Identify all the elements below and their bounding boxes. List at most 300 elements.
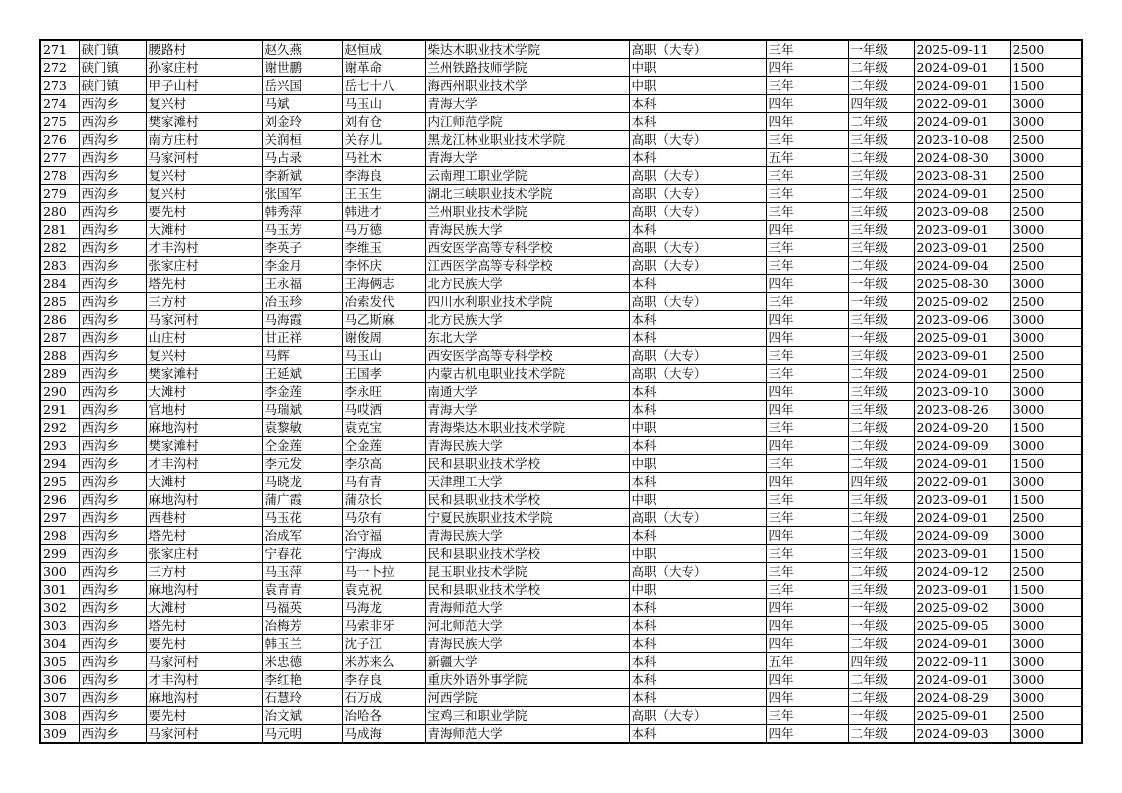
amount-cell: 3000 — [1010, 689, 1082, 707]
education-level-cell: 中职 — [629, 545, 766, 563]
school-cell: 四川水利职业技术学院 — [425, 293, 629, 311]
grade-cell: 四年级 — [848, 95, 914, 113]
school-cell: 北方民族大学 — [425, 311, 629, 329]
township-cell: 西沟乡 — [79, 257, 146, 275]
serial-cell: 304 — [40, 635, 79, 653]
township-cell: 西沟乡 — [79, 617, 146, 635]
table-row — [40, 653, 1082, 671]
serial-cell: 287 — [40, 329, 79, 347]
grade-cell: 一年级 — [848, 40, 914, 59]
student-name-cell: 李新斌 — [262, 167, 342, 185]
table-row — [40, 563, 1082, 581]
enrollment-date-cell: 2024-09-01 — [914, 455, 1010, 473]
amount-cell: 2500 — [1010, 131, 1082, 149]
school-cell: 河北师范大学 — [425, 617, 629, 635]
education-level-cell: 本科 — [629, 113, 766, 131]
table-row — [40, 509, 1082, 527]
village-cell: 才丰沟村 — [146, 239, 262, 257]
serial-cell: 303 — [40, 617, 79, 635]
program-length-cell: 四年 — [766, 383, 848, 401]
grade-cell: 二年级 — [848, 149, 914, 167]
village-cell: 三方村 — [146, 563, 262, 581]
education-level-cell: 本科 — [629, 617, 766, 635]
township-cell: 西沟乡 — [79, 653, 146, 671]
education-level-cell: 高职（大专） — [629, 257, 766, 275]
grade-cell: 二年级 — [848, 725, 914, 744]
guardian-name-cell: 赵恒成 — [342, 40, 425, 59]
township-cell: 西沟乡 — [79, 599, 146, 617]
amount-cell: 2500 — [1010, 203, 1082, 221]
education-level-cell: 本科 — [629, 437, 766, 455]
serial-cell: 288 — [40, 347, 79, 365]
village-cell: 官地村 — [146, 401, 262, 419]
village-cell: 塔先村 — [146, 617, 262, 635]
serial-cell: 272 — [40, 59, 79, 77]
program-length-cell: 三年 — [766, 365, 848, 383]
program-length-cell: 三年 — [766, 419, 848, 437]
table-row — [40, 671, 1082, 689]
guardian-name-cell: 马成海 — [342, 725, 425, 744]
guardian-name-cell: 李尕高 — [342, 455, 425, 473]
table-row — [40, 347, 1082, 365]
amount-cell: 2500 — [1010, 257, 1082, 275]
school-cell: 云南理工职业学院 — [425, 167, 629, 185]
table-row — [40, 239, 1082, 257]
village-cell: 要先村 — [146, 707, 262, 725]
guardian-name-cell: 马万德 — [342, 221, 425, 239]
serial-cell: 307 — [40, 689, 79, 707]
enrollment-date-cell: 2024-09-09 — [914, 437, 1010, 455]
amount-cell: 3000 — [1010, 617, 1082, 635]
student-name-cell: 仝金莲 — [262, 437, 342, 455]
village-cell: 复兴村 — [146, 347, 262, 365]
township-cell: 硖门镇 — [79, 59, 146, 77]
program-length-cell: 四年 — [766, 95, 848, 113]
enrollment-date-cell: 2023-09-01 — [914, 545, 1010, 563]
school-cell: 民和县职业技术学校 — [425, 545, 629, 563]
township-cell: 西沟乡 — [79, 185, 146, 203]
serial-cell: 306 — [40, 671, 79, 689]
program-length-cell: 四年 — [766, 473, 848, 491]
table-row — [40, 275, 1082, 293]
grade-cell: 三年级 — [848, 383, 914, 401]
village-cell: 要先村 — [146, 635, 262, 653]
township-cell: 西沟乡 — [79, 113, 146, 131]
school-cell: 柴达木职业技术学院 — [425, 40, 629, 59]
student-name-cell: 王延斌 — [262, 365, 342, 383]
guardian-name-cell: 李维玉 — [342, 239, 425, 257]
program-length-cell: 三年 — [766, 185, 848, 203]
school-cell: 宁夏民族职业技术学院 — [425, 509, 629, 527]
program-length-cell: 三年 — [766, 545, 848, 563]
township-cell: 西沟乡 — [79, 329, 146, 347]
grade-cell: 三年级 — [848, 311, 914, 329]
village-cell: 樊家滩村 — [146, 437, 262, 455]
table-row — [40, 455, 1082, 473]
education-level-cell: 本科 — [629, 275, 766, 293]
township-cell: 西沟乡 — [79, 347, 146, 365]
guardian-name-cell: 刘有仓 — [342, 113, 425, 131]
enrollment-date-cell: 2024-09-01 — [914, 185, 1010, 203]
table-row — [40, 545, 1082, 563]
grade-cell: 二年级 — [848, 509, 914, 527]
amount-cell: 2500 — [1010, 509, 1082, 527]
guardian-name-cell: 马索非牙 — [342, 617, 425, 635]
student-name-cell: 刘金玲 — [262, 113, 342, 131]
student-name-cell: 谢世鹏 — [262, 59, 342, 77]
amount-cell: 2500 — [1010, 563, 1082, 581]
program-length-cell: 三年 — [766, 491, 848, 509]
serial-cell: 279 — [40, 185, 79, 203]
enrollment-date-cell: 2024-09-20 — [914, 419, 1010, 437]
student-name-cell: 李元发 — [262, 455, 342, 473]
serial-cell: 277 — [40, 149, 79, 167]
data-table — [39, 39, 1083, 744]
amount-cell: 3000 — [1010, 95, 1082, 113]
education-level-cell: 高职（大专） — [629, 239, 766, 257]
student-name-cell: 冶文斌 — [262, 707, 342, 725]
school-cell: 西安医学高等专科学校 — [425, 347, 629, 365]
program-length-cell: 三年 — [766, 239, 848, 257]
guardian-name-cell: 仝金莲 — [342, 437, 425, 455]
program-length-cell: 三年 — [766, 40, 848, 59]
enrollment-date-cell: 2025-09-02 — [914, 599, 1010, 617]
guardian-name-cell: 冶哈各 — [342, 707, 425, 725]
serial-cell: 298 — [40, 527, 79, 545]
education-level-cell: 本科 — [629, 599, 766, 617]
table-row — [40, 491, 1082, 509]
township-cell: 西沟乡 — [79, 689, 146, 707]
village-cell: 马家河村 — [146, 149, 262, 167]
program-length-cell: 三年 — [766, 563, 848, 581]
amount-cell: 3000 — [1010, 653, 1082, 671]
township-cell: 西沟乡 — [79, 725, 146, 744]
township-cell: 西沟乡 — [79, 131, 146, 149]
village-cell: 山庄村 — [146, 329, 262, 347]
township-cell: 硖门镇 — [79, 77, 146, 95]
student-name-cell: 袁黎敏 — [262, 419, 342, 437]
village-cell: 塔先村 — [146, 275, 262, 293]
table-row — [40, 473, 1082, 491]
program-length-cell: 四年 — [766, 437, 848, 455]
enrollment-date-cell: 2023-09-01 — [914, 347, 1010, 365]
school-cell: 内蒙古机电职业技术学院 — [425, 365, 629, 383]
program-length-cell: 三年 — [766, 707, 848, 725]
township-cell: 西沟乡 — [79, 167, 146, 185]
program-length-cell: 三年 — [766, 167, 848, 185]
township-cell: 西沟乡 — [79, 455, 146, 473]
enrollment-date-cell: 2023-09-01 — [914, 221, 1010, 239]
grade-cell: 三年级 — [848, 545, 914, 563]
township-cell: 硖门镇 — [79, 40, 146, 59]
student-name-cell: 张国军 — [262, 185, 342, 203]
education-level-cell: 高职（大专） — [629, 185, 766, 203]
enrollment-date-cell: 2023-08-26 — [914, 401, 1010, 419]
grade-cell: 二年级 — [848, 635, 914, 653]
school-cell: 南通大学 — [425, 383, 629, 401]
program-length-cell: 四年 — [766, 527, 848, 545]
amount-cell: 2500 — [1010, 185, 1082, 203]
program-length-cell: 四年 — [766, 113, 848, 131]
grade-cell: 二年级 — [848, 365, 914, 383]
grade-cell: 三年级 — [848, 347, 914, 365]
enrollment-date-cell: 2023-09-08 — [914, 203, 1010, 221]
enrollment-date-cell: 2025-09-01 — [914, 329, 1010, 347]
program-length-cell: 四年 — [766, 275, 848, 293]
table-row — [40, 40, 1082, 59]
program-length-cell: 三年 — [766, 77, 848, 95]
school-cell: 河西学院 — [425, 689, 629, 707]
education-level-cell: 中职 — [629, 77, 766, 95]
enrollment-date-cell: 2024-09-01 — [914, 113, 1010, 131]
amount-cell: 3000 — [1010, 383, 1082, 401]
school-cell: 北方民族大学 — [425, 275, 629, 293]
township-cell: 西沟乡 — [79, 95, 146, 113]
student-name-cell: 米忠德 — [262, 653, 342, 671]
enrollment-date-cell: 2024-08-29 — [914, 689, 1010, 707]
amount-cell: 3000 — [1010, 527, 1082, 545]
school-cell: 青海大学 — [425, 149, 629, 167]
serial-cell: 305 — [40, 653, 79, 671]
student-name-cell: 王永福 — [262, 275, 342, 293]
village-cell: 复兴村 — [146, 95, 262, 113]
school-cell: 青海柴达木职业技术学院 — [425, 419, 629, 437]
education-level-cell: 本科 — [629, 95, 766, 113]
township-cell: 西沟乡 — [79, 203, 146, 221]
serial-cell: 274 — [40, 95, 79, 113]
township-cell: 西沟乡 — [79, 527, 146, 545]
student-name-cell: 马瑞斌 — [262, 401, 342, 419]
table-row — [40, 293, 1082, 311]
education-level-cell: 中职 — [629, 419, 766, 437]
grade-cell: 三年级 — [848, 239, 914, 257]
school-cell: 黑龙江林业职业技术学院 — [425, 131, 629, 149]
guardian-name-cell: 谢俊周 — [342, 329, 425, 347]
amount-cell: 2500 — [1010, 167, 1082, 185]
education-level-cell: 高职（大专） — [629, 707, 766, 725]
enrollment-date-cell: 2023-08-31 — [914, 167, 1010, 185]
guardian-name-cell: 李永旺 — [342, 383, 425, 401]
enrollment-date-cell: 2024-09-03 — [914, 725, 1010, 744]
guardian-name-cell: 谢革命 — [342, 59, 425, 77]
enrollment-date-cell: 2023-09-01 — [914, 581, 1010, 599]
village-cell: 大滩村 — [146, 221, 262, 239]
serial-cell: 278 — [40, 167, 79, 185]
guardian-name-cell: 马玉山 — [342, 347, 425, 365]
table-row — [40, 257, 1082, 275]
guardian-name-cell: 米苏来么 — [342, 653, 425, 671]
amount-cell: 1500 — [1010, 455, 1082, 473]
serial-cell: 300 — [40, 563, 79, 581]
township-cell: 西沟乡 — [79, 293, 146, 311]
education-level-cell: 中职 — [629, 455, 766, 473]
village-cell: 孙家庄村 — [146, 59, 262, 77]
grade-cell: 四年级 — [848, 653, 914, 671]
guardian-name-cell: 马尕有 — [342, 509, 425, 527]
grade-cell: 一年级 — [848, 599, 914, 617]
enrollment-date-cell: 2025-09-02 — [914, 293, 1010, 311]
program-length-cell: 五年 — [766, 653, 848, 671]
student-name-cell: 李红艳 — [262, 671, 342, 689]
guardian-name-cell: 宁海成 — [342, 545, 425, 563]
grade-cell: 二年级 — [848, 77, 914, 95]
guardian-name-cell: 蒲尕长 — [342, 491, 425, 509]
program-length-cell: 三年 — [766, 257, 848, 275]
village-cell: 樊家滩村 — [146, 365, 262, 383]
enrollment-date-cell: 2022-09-01 — [914, 95, 1010, 113]
guardian-name-cell: 李存良 — [342, 671, 425, 689]
education-level-cell: 本科 — [629, 635, 766, 653]
education-level-cell: 本科 — [629, 653, 766, 671]
table-row — [40, 221, 1082, 239]
school-cell: 民和县职业技术学校 — [425, 491, 629, 509]
education-level-cell: 本科 — [629, 725, 766, 744]
student-name-cell: 宁春花 — [262, 545, 342, 563]
student-name-cell: 蒲广霞 — [262, 491, 342, 509]
school-cell: 天津理工大学 — [425, 473, 629, 491]
enrollment-date-cell: 2024-09-09 — [914, 527, 1010, 545]
student-name-cell: 关润桓 — [262, 131, 342, 149]
enrollment-date-cell: 2025-08-30 — [914, 275, 1010, 293]
grade-cell: 三年级 — [848, 167, 914, 185]
guardian-name-cell: 王玉生 — [342, 185, 425, 203]
education-level-cell: 本科 — [629, 689, 766, 707]
student-name-cell: 冶玉珍 — [262, 293, 342, 311]
serial-cell: 284 — [40, 275, 79, 293]
amount-cell: 3000 — [1010, 329, 1082, 347]
guardian-name-cell: 李怀庆 — [342, 257, 425, 275]
serial-cell: 301 — [40, 581, 79, 599]
school-cell: 江西医学高等专科学校 — [425, 257, 629, 275]
enrollment-date-cell: 2024-09-01 — [914, 59, 1010, 77]
serial-cell: 289 — [40, 365, 79, 383]
village-cell: 麻地沟村 — [146, 581, 262, 599]
table-row — [40, 725, 1082, 744]
guardian-name-cell: 李海良 — [342, 167, 425, 185]
student-name-cell: 马玉花 — [262, 509, 342, 527]
guardian-name-cell: 马一卜拉 — [342, 563, 425, 581]
township-cell: 西沟乡 — [79, 509, 146, 527]
education-level-cell: 中职 — [629, 581, 766, 599]
table-row — [40, 437, 1082, 455]
student-name-cell: 李金莲 — [262, 383, 342, 401]
township-cell: 西沟乡 — [79, 311, 146, 329]
guardian-name-cell: 马海龙 — [342, 599, 425, 617]
table-body — [40, 40, 1082, 743]
guardian-name-cell: 韩进才 — [342, 203, 425, 221]
township-cell: 西沟乡 — [79, 707, 146, 725]
school-cell: 兰州铁路技师学院 — [425, 59, 629, 77]
village-cell: 大滩村 — [146, 383, 262, 401]
grade-cell: 一年级 — [848, 329, 914, 347]
table-row — [40, 599, 1082, 617]
village-cell: 马家河村 — [146, 311, 262, 329]
village-cell: 西巷村 — [146, 509, 262, 527]
guardian-name-cell: 马有青 — [342, 473, 425, 491]
table-row — [40, 419, 1082, 437]
education-level-cell: 本科 — [629, 671, 766, 689]
school-cell: 民和县职业技术学校 — [425, 581, 629, 599]
village-cell: 要先村 — [146, 203, 262, 221]
school-cell: 东北大学 — [425, 329, 629, 347]
table-row — [40, 365, 1082, 383]
amount-cell: 3000 — [1010, 401, 1082, 419]
serial-cell: 281 — [40, 221, 79, 239]
table-row — [40, 707, 1082, 725]
village-cell: 复兴村 — [146, 185, 262, 203]
student-name-cell: 马福英 — [262, 599, 342, 617]
serial-cell: 285 — [40, 293, 79, 311]
township-cell: 西沟乡 — [79, 473, 146, 491]
amount-cell: 3000 — [1010, 473, 1082, 491]
student-name-cell: 韩玉兰 — [262, 635, 342, 653]
enrollment-date-cell: 2024-09-01 — [914, 509, 1010, 527]
guardian-name-cell: 沈子江 — [342, 635, 425, 653]
amount-cell: 1500 — [1010, 581, 1082, 599]
village-cell: 马家河村 — [146, 653, 262, 671]
student-name-cell: 马玉萍 — [262, 563, 342, 581]
serial-cell: 282 — [40, 239, 79, 257]
program-length-cell: 四年 — [766, 635, 848, 653]
program-length-cell: 四年 — [766, 671, 848, 689]
amount-cell: 2500 — [1010, 365, 1082, 383]
program-length-cell: 四年 — [766, 59, 848, 77]
table-row — [40, 113, 1082, 131]
education-level-cell: 高职（大专） — [629, 167, 766, 185]
township-cell: 西沟乡 — [79, 437, 146, 455]
serial-cell: 309 — [40, 725, 79, 744]
amount-cell: 3000 — [1010, 221, 1082, 239]
program-length-cell: 三年 — [766, 293, 848, 311]
village-cell: 麻地沟村 — [146, 491, 262, 509]
township-cell: 西沟乡 — [79, 239, 146, 257]
education-level-cell: 中职 — [629, 491, 766, 509]
table-row — [40, 59, 1082, 77]
serial-cell: 273 — [40, 77, 79, 95]
grade-cell: 二年级 — [848, 419, 914, 437]
enrollment-date-cell: 2024-09-01 — [914, 671, 1010, 689]
guardian-name-cell: 冶守福 — [342, 527, 425, 545]
grade-cell: 三年级 — [848, 581, 914, 599]
grade-cell: 三年级 — [848, 401, 914, 419]
amount-cell: 2500 — [1010, 347, 1082, 365]
grade-cell: 四年级 — [848, 473, 914, 491]
student-name-cell: 马斌 — [262, 95, 342, 113]
village-cell: 才丰沟村 — [146, 671, 262, 689]
village-cell: 才丰沟村 — [146, 455, 262, 473]
education-level-cell: 高职（大专） — [629, 293, 766, 311]
education-level-cell: 高职（大专） — [629, 203, 766, 221]
serial-cell: 293 — [40, 437, 79, 455]
amount-cell: 3000 — [1010, 635, 1082, 653]
table-row — [40, 527, 1082, 545]
amount-cell: 1500 — [1010, 491, 1082, 509]
serial-cell: 292 — [40, 419, 79, 437]
student-name-cell: 马海霞 — [262, 311, 342, 329]
program-length-cell: 三年 — [766, 581, 848, 599]
student-name-cell: 岳兴国 — [262, 77, 342, 95]
school-cell: 兰州职业技术学院 — [425, 203, 629, 221]
school-cell: 青海大学 — [425, 95, 629, 113]
grade-cell: 二年级 — [848, 257, 914, 275]
guardian-name-cell: 马哎洒 — [342, 401, 425, 419]
enrollment-date-cell: 2023-09-01 — [914, 239, 1010, 257]
village-cell: 张家庄村 — [146, 257, 262, 275]
table-row — [40, 95, 1082, 113]
guardian-name-cell: 袁克宝 — [342, 419, 425, 437]
program-length-cell: 四年 — [766, 689, 848, 707]
village-cell: 张家庄村 — [146, 545, 262, 563]
